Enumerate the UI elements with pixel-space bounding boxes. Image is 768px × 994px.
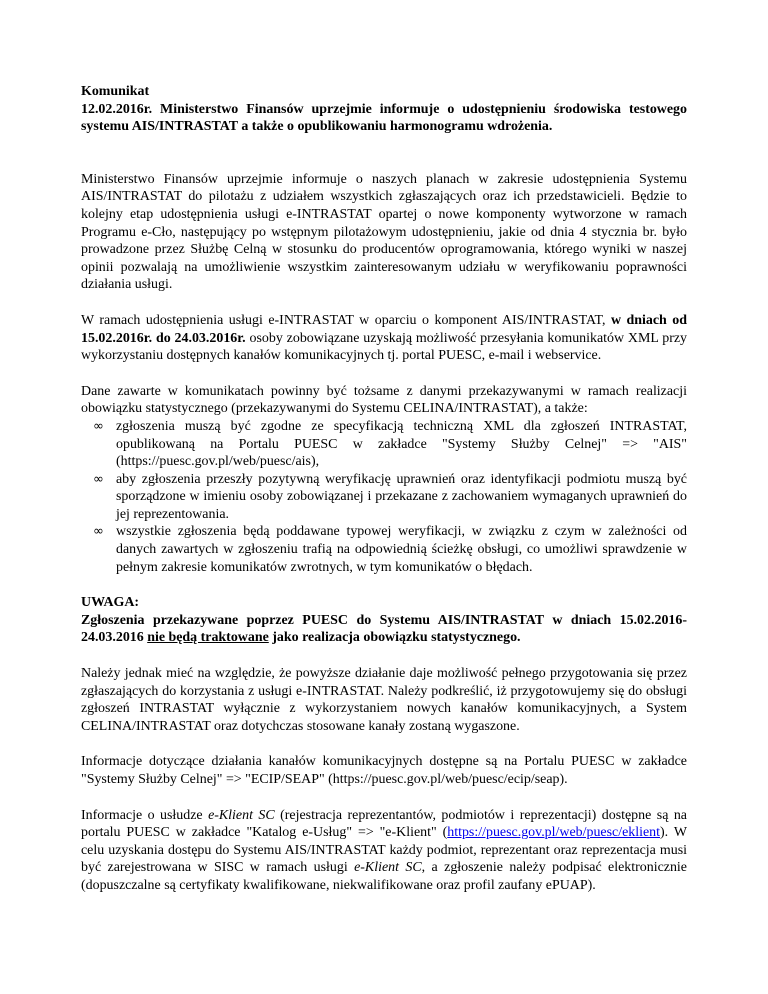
paragraph-requirements: Dane zawarte w komunikatach powinny być tożsame z danymi przekazywanymi w ramach realizacji obowiązku statystycznego (przekazywanymi do Systemu CELINA/INTRASTAT), a także: bbox=[81, 383, 687, 417]
announcement-title: Komunikat bbox=[81, 84, 150, 99]
list-item: ∞ zgłoszenia muszą być zgodne ze specyfikacją techniczną XML dla zgłoszeń INTRASTAT, opublikowaną na Portalu PUESC w zakładce "Systemy Służby Celnej" => "AIS" (https://puesc.gov.pl/web/puesc/ais), bbox=[93, 418, 687, 470]
announcement-header bbox=[81, 83, 687, 136]
announcement-subtitle: 12.02.2016r. Ministerstwo Finansów uprzejmie informuje o udostępnieniu środowiska testowego systemu AIS/INTRASTAT a także o opublikowaniu harmonogramu wdrożenia. bbox=[81, 101, 687, 135]
paragraph-eklient: Informacje o usłudze e-Klient SC (rejestracja reprezentantów, podmiotów i reprezentacji) dostępne są na portalu PUESC w zakładce "Katalog e-Usług" => "e-Klient" (https://puesc.gov.pl/web/puesc/eklient). W celu uzyskania dostępu do Systemu AIS/INTRASTAT każdy podmiot, reprezentant oraz reprezentacja musi być zarejestrowana w SISC w ramach usługi e-Klient SC, a zgłoszenie należy podpisać elektronicznie (dopuszczalne są certyfikaty kwalifikowane, niekwalifikowane oraz profil zaufany ePUAP). bbox=[81, 807, 687, 893]
paragraph-intro: Ministerstwo Finansów uprzejmie informuje o naszych planach w zakresie udostępnienia Systemu AIS/INTRASTAT do pilotażu z udziałem wszystkich zgłaszających oraz ich przedstawicieli. Będzie to kolejny etap udostępnienia usługi e-INTRASTAT opartej o nowe komponenty wytworzone w ramach Programu e-Cło, następujący po wstępnym pilotażowym udostępnieniu, jakie od dnia 4 stycznia br. było prowadzone przez Służbę Celną w stosunku do producentów oprogramowania, którego wyniki w naszej opinii pozwalają na umożliwienie wszystkim zainteresowanym udziału w weryfikowaniu poprawności działania usługi. bbox=[81, 171, 687, 293]
warning-block bbox=[81, 594, 687, 647]
infinity-bullet-icon: ∞ bbox=[93, 524, 104, 540]
requirements-list bbox=[81, 418, 687, 576]
warning-underlined: nie będą traktowane bbox=[147, 630, 269, 646]
infinity-bullet-icon: ∞ bbox=[93, 471, 104, 487]
warning-text: Zgłoszenia przekazywane poprzez PUESC do Systemu AIS/INTRASTAT w dniach 15.02.2016-24.03.2016 nie będą traktowane jako realizacja obowiązku statystycznego. bbox=[81, 612, 687, 646]
eklient-term: e-Klient SC bbox=[354, 860, 422, 876]
list-item: ∞ wszystkie zgłoszenia będą poddawane typowej weryfikacji, w związku z czym w zależności od danych zawartych w zgłoszeniu trafią na odpowiednią ścieżkę obsługi, co umożliwi sprawdzenie w pełnym zakresie komunikatów zwrotnych, w tym komunikatów o błędach. bbox=[93, 524, 687, 575]
dates-highlight: w dniach od 15.02.2016r. do 24.03.2016r. bbox=[81, 312, 687, 346]
eklient-link[interactable]: https://puesc.gov.pl/web/puesc/eklient bbox=[447, 825, 661, 841]
paragraph-preparation: Należy jednak mieć na względzie, że powyższe działanie daje możliwość pełnego przygotowania się przez zgłaszających do korzystania z usługi e-INTRASTAT. Należy podkreślić, iż przygotowujemy się do obsługi zgłoszeń INTRASTAT wyłącznie z wykorzystaniem nowych kanałów komunikacyjnych, a System CELINA/INTRASTAT oraz dotychczas stosowane kanały zostaną wygaszone. bbox=[81, 666, 687, 734]
eklient-term: e-Klient SC bbox=[208, 807, 275, 823]
infinity-bullet-icon: ∞ bbox=[93, 418, 104, 434]
document-body bbox=[81, 83, 687, 895]
list-item: ∞ aby zgłoszenia przeszły pozytywną weryfikację uprawnień oraz identyfikacji podmiotu muszą być sporządzone w imieniu osoby zobowiązanej i przekazane z zachowaniem wymaganych uprawnień do jej reprezentowania. bbox=[93, 471, 687, 522]
paragraph-dates: W ramach udostępnienia usługi e-INTRASTAT w oparciu o komponent AIS/INTRASTAT, w dniach od 15.02.2016r. do 24.03.2016r. osoby zobowiązane uzyskają możliwość przesyłania komunikatów XML przy wykorzystaniu dostępnych kanałów komunikacyjnych tj. portal PUESC, e-mail i webservice. bbox=[81, 312, 687, 364]
paragraph-channels: Informacje dotyczące działania kanałów komunikacyjnych dostępne są na Portalu PUESC w zakładce "Systemy Służby Celnej" => "ECIP/SEAP" (https://puesc.gov.pl/web/puesc/ecip/seap). bbox=[81, 754, 687, 787]
warning-label: UWAGA: bbox=[81, 595, 140, 611]
